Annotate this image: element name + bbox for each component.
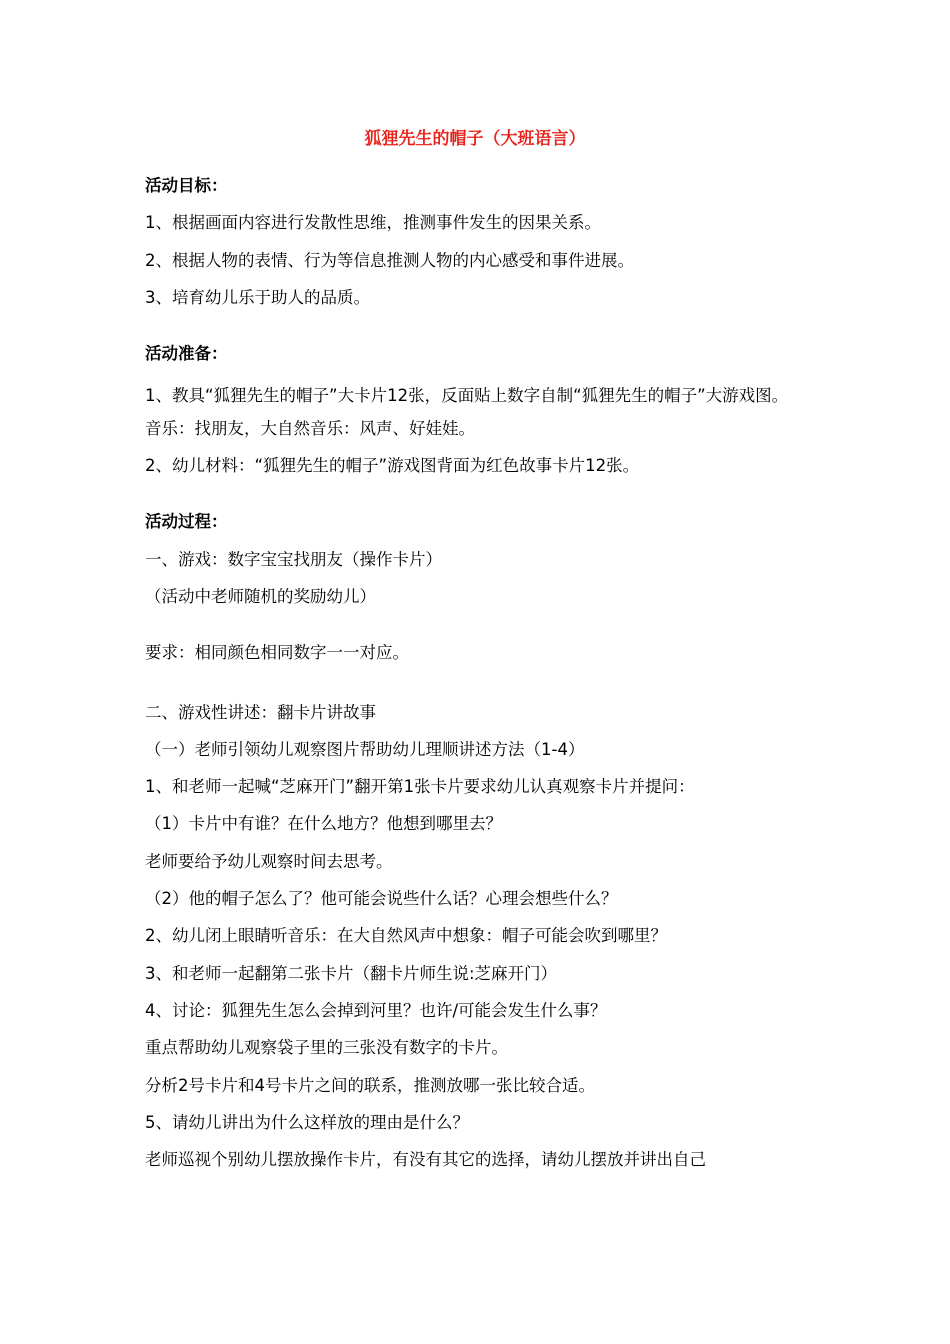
process-list-a <box>145 546 810 621</box>
paragraph-line: 老师巡视个别幼儿摆放操作卡片，有没有其它的选择，请幼儿摆放并讲出自己 <box>145 1150 706 1170</box>
prep-heading: 活动准备： <box>145 344 228 364</box>
paragraph-line: 3、和老师一起翻第二张卡片（翻卡片师生说:芝麻开门） <box>145 963 558 983</box>
process-list-b <box>145 639 810 676</box>
process-heading: 活动过程： <box>145 512 228 532</box>
paragraph-line: 要求：相同颜色相同数字一一对应。 <box>145 643 409 663</box>
goals-heading: 活动目标： <box>145 176 228 195</box>
paragraph-line: 4、讨论：狐狸先生怎么会掉到河里？也许/可能会发生什么事？ <box>145 1000 607 1020</box>
paragraph-line: 1、教具“狐狸先生的帽子”大卡片12张，反面贴上数字自制“狐狸先生的帽子”大游戏图。 <box>145 386 789 406</box>
document-body <box>145 172 810 1183</box>
paragraph-line: 一、游戏：数字宝宝找朋友（操作卡片） <box>145 549 442 569</box>
prep-list <box>145 377 810 489</box>
paragraph-line: 2、幼儿闭上眼睛听音乐：在大自然风声中想象：帽子可能会吹到哪里？ <box>145 926 667 946</box>
paragraph-line: 音乐：找朋友，大自然音乐：风声、好娃娃。 <box>145 418 475 438</box>
paragraph-line: 分析2号卡片和4号卡片之间的联系，推测放哪一张比较合适。 <box>145 1075 595 1095</box>
paragraph-line: （一）老师引领幼儿观察图片帮助幼儿理顺讲述方法（1-4） <box>145 739 585 759</box>
paragraph-line: 5、请幼儿讲出为什么这样放的理由是什么？ <box>145 1112 469 1132</box>
paragraph-line: （活动中老师随机的奖励幼儿） <box>145 586 376 606</box>
paragraph-line: 老师要给予幼儿观察时间去思考。 <box>145 851 393 871</box>
paragraph-line: （2）他的帽子怎么了？他可能会说些什么话？心理会想些什么？ <box>145 889 618 909</box>
process-list-c <box>145 699 810 1184</box>
paragraph-line: 2、幼儿材料：“狐狸先生的帽子”游戏图背面为红色故事卡片12张。 <box>145 456 640 476</box>
goals-list <box>145 209 810 321</box>
paragraph-line: 2、根据人物的表情、行为等信息推测人物的内心感受和事件进展。 <box>145 250 634 270</box>
paragraph-line: 3、培育幼儿乐于助人的品质。 <box>145 287 370 307</box>
paragraph-line: 1、和老师一起喊“芝麻开门”翻开第1张卡片要求幼儿认真观察卡片并提问： <box>145 777 695 797</box>
paragraph-line: （1）卡片中有谁？在什么地方？他想到哪里去？ <box>145 814 502 834</box>
paragraph-line: 1、根据画面内容进行发散性思维，推测事件发生的因果关系。 <box>145 213 601 233</box>
paragraph-line: 重点帮助幼儿观察袋子里的三张没有数字的卡片。 <box>145 1038 508 1058</box>
document-title: 狐狸先生的帽子（大班语言） <box>364 129 586 149</box>
paragraph-line: 二、游戏性讲述：翻卡片讲故事 <box>145 702 376 722</box>
